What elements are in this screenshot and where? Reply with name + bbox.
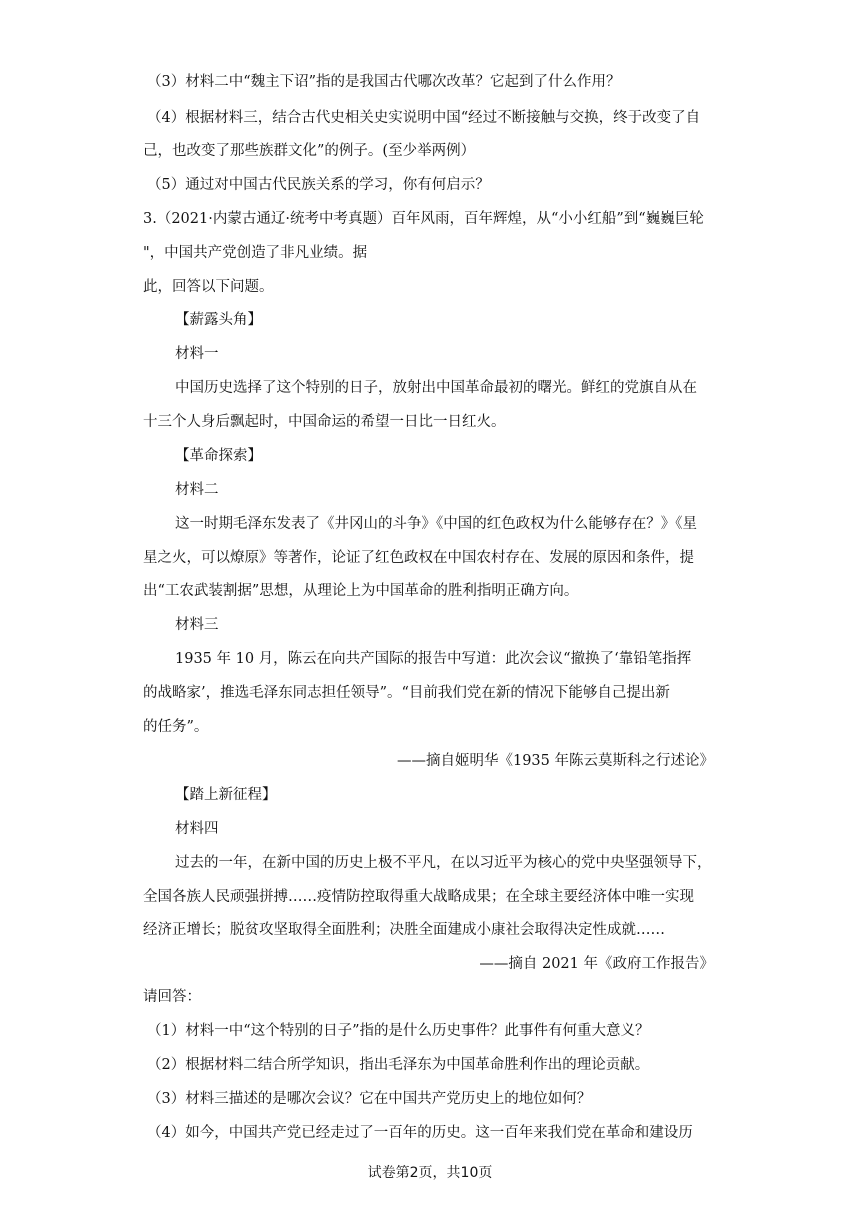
question-heading: 3.（2021·内蒙古通辽·统考中考真题）百年风雨，百年辉煌，从“小小红船”到“巍巍巨轮 xyxy=(143,211,704,227)
material-text: 十三个人身后飘起时，中国命运的希望一日比一日红火。 xyxy=(143,414,506,430)
material-text: 过去的一年，在新中国的历史上极不平凡，在以习近平为核心的党中央坚强领导下， xyxy=(175,855,712,871)
material-source: ——摘自 2021 年《政府工作报告》 xyxy=(479,956,714,972)
material-text: 的战略家’，推选毛泽东同志担任领导”。“目前我们党在新的情况下能够自己提出新 xyxy=(143,685,670,701)
section-label: 【薪露头角】 xyxy=(175,312,262,328)
material-label: 材料四 xyxy=(175,821,219,837)
material-text: 的任务”。 xyxy=(143,719,209,735)
question-heading-cont: "，中国共产党创造了非凡业绩。据 xyxy=(143,245,368,261)
material-text: 中国历史选择了这个特别的日子，放射出中国革命最初的曙光。鲜红的党旗自从在 xyxy=(175,380,697,396)
page-footer: 试卷第2页，共10页 xyxy=(367,1165,493,1181)
material-text: 经济正增长；脱贫攻坚取得全面胜利；决胜全面建成小康社会取得决定性成就…… xyxy=(143,922,665,938)
material-source: ——摘自姬明华《1935 年陈云莫斯科之行述论》 xyxy=(396,753,714,769)
section-label: 【踏上新征程】 xyxy=(175,787,277,803)
material-text: 这一时期毛泽东发表了《井冈山的斗争》《中国的红色政权为什么能够存在？》《星 xyxy=(175,516,697,532)
prompt-label: 请回答： xyxy=(143,989,201,1005)
material-text: 星之火，可以燎原》等著作，论证了红色政权在中国农村存在、发展的原因和条件，提 xyxy=(143,550,694,566)
material-label: 材料一 xyxy=(175,346,219,362)
material-text: 出“工农武装割据”思想，从理论上为中国革命的胜利指明正确方向。 xyxy=(143,583,579,599)
section-label: 【革命探索】 xyxy=(175,448,262,464)
material-label: 材料二 xyxy=(175,482,219,498)
question-3-sub-5: （5）通过对中国古代民族关系的学习，你有何启示？ xyxy=(147,177,490,193)
question-3-sub-4: （4）根据材料三，结合古代史相关史实说明中国“经过不断接触与交换，终于改变了自 xyxy=(147,110,701,126)
material-text: 1935 年 10 月，陈云在向共产国际的报告中写道：此次会议“撤换了‘靠铅笔指挥 xyxy=(175,651,692,667)
question-heading-cont: 此，回答以下问题。 xyxy=(143,279,274,295)
material-text: 全国各族人民顽强拼搏……疫情防控取得重大战略成果；在全球主要经济体中唯一实现 xyxy=(143,889,694,905)
sub-question: （2）根据材料二结合所学知识，指出毛泽东为中国革命胜利作出的理论贡献。 xyxy=(147,1057,650,1073)
sub-question: （1）材料一中“这个特别的日子”指的是什么历史事件？此事件有何重大意义？ xyxy=(147,1023,650,1039)
sub-question: （3）材料三描述的是哪次会议？它在中国共产党历史上的地位如何？ xyxy=(147,1091,592,1107)
question-3-sub-4-cont: 己，也改变了那些族群文化”的例子。(至少举两例） xyxy=(143,143,476,159)
material-label: 材料三 xyxy=(175,617,219,633)
question-3-sub-3: （3）材料二中“魏主下诏”指的是我国古代哪次改革？它起到了什么作用？ xyxy=(147,74,621,90)
sub-question: （4）如今，中国共产党已经走过了一百年的历史。这一百年来我们党在革命和建设历 xyxy=(147,1125,693,1141)
